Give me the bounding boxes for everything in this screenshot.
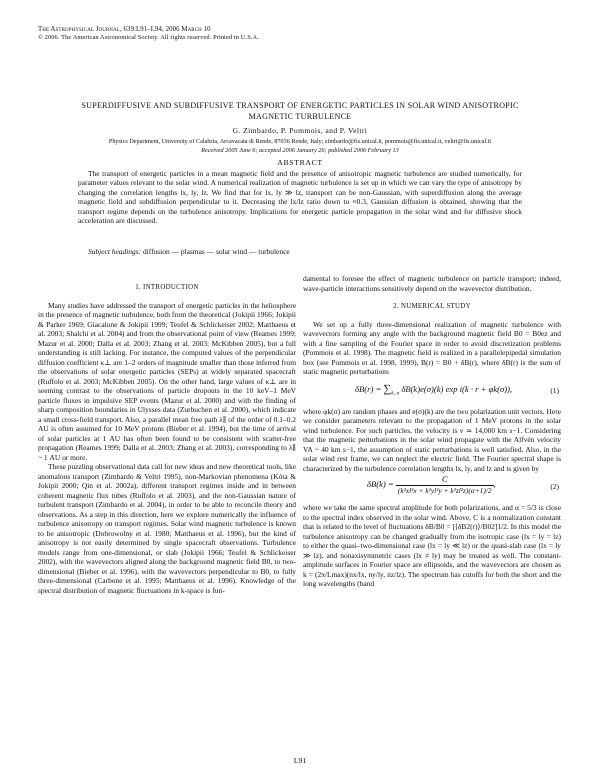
copyright-line: © 2006. The American Astronomical Society. All rights reserved. Printed in U.S.A.: [38, 34, 259, 41]
equation-2-number: (2): [550, 482, 559, 492]
equation-1-rhs: δB(k)e(σ)(k) exp i(k · r + φk(σ)),: [399, 383, 513, 394]
introduction-heading: 1. INTRODUCTION: [135, 284, 199, 291]
intro-paragraph-2: These puzzling observational data call for new ideas and new theoretical tools, like anomalous transport (Zimbardo & Veltri 1995), non-Markovian phenomena (Kóta & Jokipii 2000; Qin et al. 2002a), different transport regimes inside and in between coherent magnetic flux tubes (Ruffolo et al. 2003), and the non-Gaussian nature of turbulent transport (Zimbardo et al. 2004), in order to be able to reconcile theory and observations. As a step in this direction, here we explore numerically the influence of turbulence anisotropy on transport regimes. Solar wind magnetic turbulence is known to be anisotropic (Dobrowolny et al. 1980; Matthaeus et al. 1996), but the kind of anisotropy is not easily determined by single spacecraft observations. Turbulence models range from one-dimensional, or slab (Jokipii 1966; Teufel & Schlickeiser 2002), with the wavevectors aligned along the background magnetic field B0, to two-dimensional (Bieber et al. 1996), with the wavevectors perpendicular to B0, to fully three-dimensional (Carbone et al. 1995; Matthaeus et al. 1996). Knowledge of the spectral distribution of magnetic fluctuations in k-space is fun-: [38, 462, 296, 595]
journal-citation: The Astrophysical Journal, 639:L91–L94, 2006 March 10: [38, 26, 211, 33]
intro-paragraph-1: Many studies have addressed the transport of energetic particles in the heliosphere in the presence of magnetic turbulence, both from the theoretical (Jokipii 1966; Jokipii & Parker 1969; Giacalone & Jokipii 1999; Teufel & Schlickeiser 2002; Matthaeus et al. 2003; Shalchi et al. 2004) and from the observational point of view (Reames 1999; Mazur et al. 2000; Dalla et al. 2003; Zhang et al. 2003; McKibben 2005), but a full understanding is still lacking. For instance, the computed values of the perpendicular diffusion coefficient κ⊥ are 1–2 orders of magnitude smaller than those inferred from the observations of solar energetic particles (SEPs) at widely separated spacecraft (Ruffolo et al. 2003; McKibben 2005). On the other hand, large values of κ⊥ are in seeming contrast to the observations of particle dropouts in the 10 keV–1 MeV particle fluxes in impulsive SEP events (Mazur et al. 2000) and with the finding of sharp composition boundaries in Ulysses data (Zurbuchen et al. 2000), which indicate a small cross-field transport. Also, a parallel mean free path λ∥ of the order of 0.1–0.2 AU is often assumed for 10 MeV protons (Bieber et al. 1994), but the time of arrival of solar particles at 1 AU has often been found to be consistent with scatter-free propagation (Reames 1999; Dalla et al. 2003; Zhang et al. 2003), corresponding to λ∥ ~ 1 AU or more.: [38, 300, 296, 462]
equation-2-fraction: [396, 475, 494, 495]
affiliation: Physics Department, University of Calabria, Arcavacata di Rende, 87036 Rende, Italy; zimbardo@fis.unical.it, pommois@fis.unical.it, veltri@fis.unical.it: [108, 138, 492, 145]
abstract-text: The transport of energetic particles in a mean magnetic field and the presence of anisotropic magnetic turbulence are studied numerically, for parameter values relevant to the solar wind. A numerical realization of magnetic turbulence is set up in which we can vary the type of anisotropy by changing the correlation lengths lx, ly, lz. We find that for lx, ly ≫ lz, transport can be non-Gaussian, with superdiffusion along the average magnetic field and subdiffusion perpendicular to it. Decreasing the lx/lz ratio down to ≈0.3, Gaussian diffusion is obtained, showing that the transport regime depends on the turbulence anisotropy. Implications for energetic particle propagation in the solar wind and for diffusive shock acceleration are discussed.: [78, 169, 522, 226]
intro-paragraph-continued: damental to foresee the effect of magnetic turbulence on particle transport; indeed, wave-particle interactions sensitively depend on the wavevector distribution.: [303, 274, 561, 293]
title-line-1: SUPERDIFFUSIVE AND SUBDIFFUSIVE TRANSPORT OF ENERGETIC PARTICLES IN SOLAR WIND ANISOTROPIC: [81, 101, 519, 110]
equation-1-sum-index: k, σ: [391, 390, 400, 397]
subject-headings-label: Subject headings:: [88, 247, 142, 256]
subject-headings-text: diffusion — plasmas — solar wind — turbulence: [142, 247, 290, 256]
paper-title: [40, 101, 560, 122]
author-list: G. Zimbardo, P. Pommois, and P. Veltri: [232, 126, 368, 135]
subject-headings: [78, 247, 522, 256]
equation-2-body: [367, 475, 496, 495]
equation-1-lhs: δB(r) =: [355, 383, 384, 394]
left-column: [38, 274, 296, 596]
numerical-paragraph-1: We set up a fully three-dimensional realization of magnetic turbulence with wavevectors forming any angle with the background magnetic field B0 = B0ez and with a fine sampling of the Fourier space in order to avoid discretization problems (Pommois et al. 1998). The magnetic field is realized in a parallelepipedal simulation box (see Pommois et al. 1998, 1999), B(r) = B0 + δB(r), where δB(r) is the sum of static magnetic perturbations: [303, 319, 561, 377]
equation-1: [303, 379, 561, 405]
equation-1-number: (1): [550, 385, 559, 395]
equation-2-denominator: (k²xl²x + k²yl²y + k²zl²z)(α+1)/2: [397, 485, 492, 495]
right-column: [303, 274, 561, 589]
equation-2-lhs: δB(k) =: [367, 479, 396, 490]
equation-2-numerator: C: [396, 475, 494, 486]
page-number: L91: [293, 756, 307, 765]
equation-1-body: [355, 382, 513, 399]
equation-2-tail: ,: [493, 479, 496, 490]
abstract-heading: ABSTRACT: [277, 158, 323, 167]
journal-header: [38, 26, 259, 42]
received-dates: Received 2005 June 6; accepted 2006 January 26; published 2006 February 13: [201, 147, 399, 154]
equation-1-sum: ∑: [383, 382, 392, 395]
numerical-paragraph-2: where φk(σ) are random phases and e(σ)(k) are the two polarization unit vectors. Here we consider parameters relevant to the propagation of 1 MeV protons in the solar wind turbulence. For such particles, the velocity is v ≃ 14,000 km s−1. Considering that the magnetic perturbations in the solar wind propagate with the Alfvén velocity VA ~ 40 km s−1, the assumption of static perturbations is well satisfied. Also, in the solar wind rest frame, we can neglect the electric field. The Fourier spectral shape is characterized by the turbulence correlation lengths lx, ly, and lz and is given by: [303, 406, 561, 473]
numerical-study-heading: 2. NUMERICAL STUDY: [393, 303, 471, 311]
equation-2: [303, 475, 561, 501]
numerical-paragraph-3: where we take the same spectral amplitude for both polarizations, and α = 5/3 is close to the spectral index observed in the solar wind. Above, C is a normalization constant that is related to the level of fluctuations δB/B0 = [⟨δB2(r)⟩/B02]1/2. In this model the turbulence anisotropy can be changed gradually from the isotropic case (lx = ly = lz) to either the quasi–two-dimensional case (lx = ly ≪ lz) or the quasi-slab case (lx = ly ≫ lz), and nonaxisymmetric cases (lx ≠ ly) may be treated as well. The constant-amplitude surfaces in Fourier space are ellipsoids, and the wavevectors are chosen as k = (2π/Lmax)(nx/lx, ny/ly, nz/lz). The spectrum has cutoffs for both the short and the long wavelengths (band: [303, 503, 561, 589]
title-line-2: MAGNETIC TURBULENCE: [248, 111, 352, 121]
